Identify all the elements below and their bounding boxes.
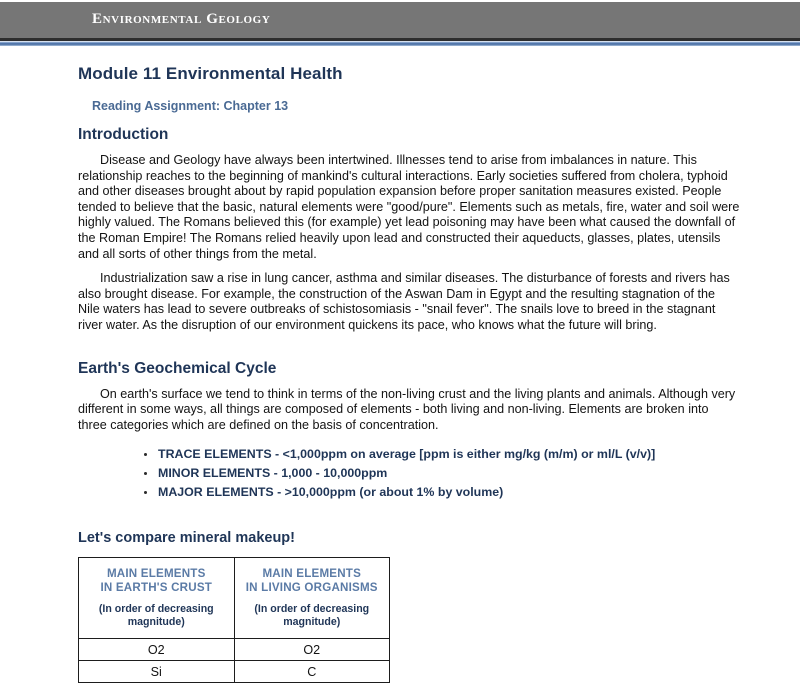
table-header-title-crust — [83, 567, 230, 594]
table-header-cell-organisms — [234, 558, 390, 639]
table-header-row — [79, 558, 390, 639]
table-header-title-organisms-line1: MAIN ELEMENTS — [262, 567, 362, 581]
table-header-subtitle-organisms-line2: magnitude) — [283, 616, 341, 629]
table-header-title-organisms-line2: IN LIVING ORGANISMS — [245, 580, 378, 594]
table-header-cell-crust — [79, 558, 235, 639]
table-header-subtitle-crust-line1: (In order of decreasing — [98, 603, 214, 616]
table-header-title-crust-line2: IN EARTH'S CRUST — [100, 580, 213, 594]
site-banner — [0, 0, 800, 38]
geochemical-paragraph-1: On earth's surface we tend to think in terms of the non-living crust and the living plants and animals. Although very different in some ways, all things are composed of elements - both living and non-living. Elements are broken into three categories which are defined on the basis of concentration. — [78, 386, 736, 432]
page-body — [0, 64, 800, 683]
banner-title: Environmental Geology — [92, 11, 271, 27]
table-header-subtitle-crust-line2: magnitude) — [127, 616, 185, 629]
table-cell-crust-element: O2 — [79, 639, 235, 661]
table-body — [79, 639, 390, 683]
list-item: MAJOR ELEMENTS - >10,000ppm (or about 1% by volume) — [144, 483, 740, 502]
reading-assignment-label: Reading Assignment: Chapter 13 — [92, 99, 289, 113]
section-heading-geochemical-cycle: Earth's Geochemical Cycle — [78, 359, 277, 377]
table-header — [79, 558, 390, 639]
table-cell-crust-element: Si — [79, 661, 235, 683]
table-header-title-organisms — [239, 567, 386, 594]
mineral-comparison-table — [78, 557, 390, 683]
banner-divider-blue — [0, 41, 800, 46]
introduction-paragraph-2: Industrialization saw a rise in lung cancer, asthma and similar diseases. The disturbance of forests and rivers has also brought disease. For example, the construction of the Aswan Dam in Egypt and the resulting stagnation of the Nile waters has lead to severe outbreaks of schistosomiasis - "snail fever". The snails love to breed in the stagnant river water. As the disruption of our environment quickens its pace, who knows what the future will bring. — [78, 271, 730, 332]
table-row — [79, 661, 390, 683]
content-column — [0, 64, 800, 683]
table-cell-organism-element: O2 — [234, 639, 390, 661]
table-row — [79, 639, 390, 661]
introduction-paragraph-1: Disease and Geology have always been intertwined. Illnesses tend to arise from imbalances in nature. This relationship reaches to the beginning of mankind's cultural interactions. Early societies suffered from cholera, typhoid and other diseases brought about by rapid population expansion before proper sanitation measures existed. People tended to believe that the basic, natural elements were "good/pure". Elements such as metals, fire, water and soil were highly valued. The Romans believed this (for example) yet lead poisoning may have been what caused the downfall of the Roman Empire! The Romans relied heavily upon lead and constructed their aqueducts, glasses, plates, utensils and all sorts of other things from the metal. — [78, 153, 740, 261]
table-cell-organism-element: C — [234, 661, 390, 683]
table-header-subtitle-organisms-line1: (In order of decreasing — [254, 603, 370, 616]
element-category-list — [78, 445, 740, 502]
table-header-subtitle-organisms — [239, 603, 386, 629]
table-header-title-crust-line1: MAIN ELEMENTS — [106, 567, 206, 581]
list-item: TRACE ELEMENTS - <1,000ppm on average [ppm is either mg/kg (m/m) or ml/L (v/v)] — [144, 445, 740, 464]
list-item: MINOR ELEMENTS - 1,000 - 10,000ppm — [144, 464, 740, 483]
page-title: Module 11 Environmental Health — [78, 64, 343, 83]
section-heading-introduction: Introduction — [78, 126, 169, 143]
table-header-subtitle-crust — [83, 603, 230, 629]
section-heading-compare-mineral-makeup: Let's compare mineral makeup! — [78, 530, 295, 547]
